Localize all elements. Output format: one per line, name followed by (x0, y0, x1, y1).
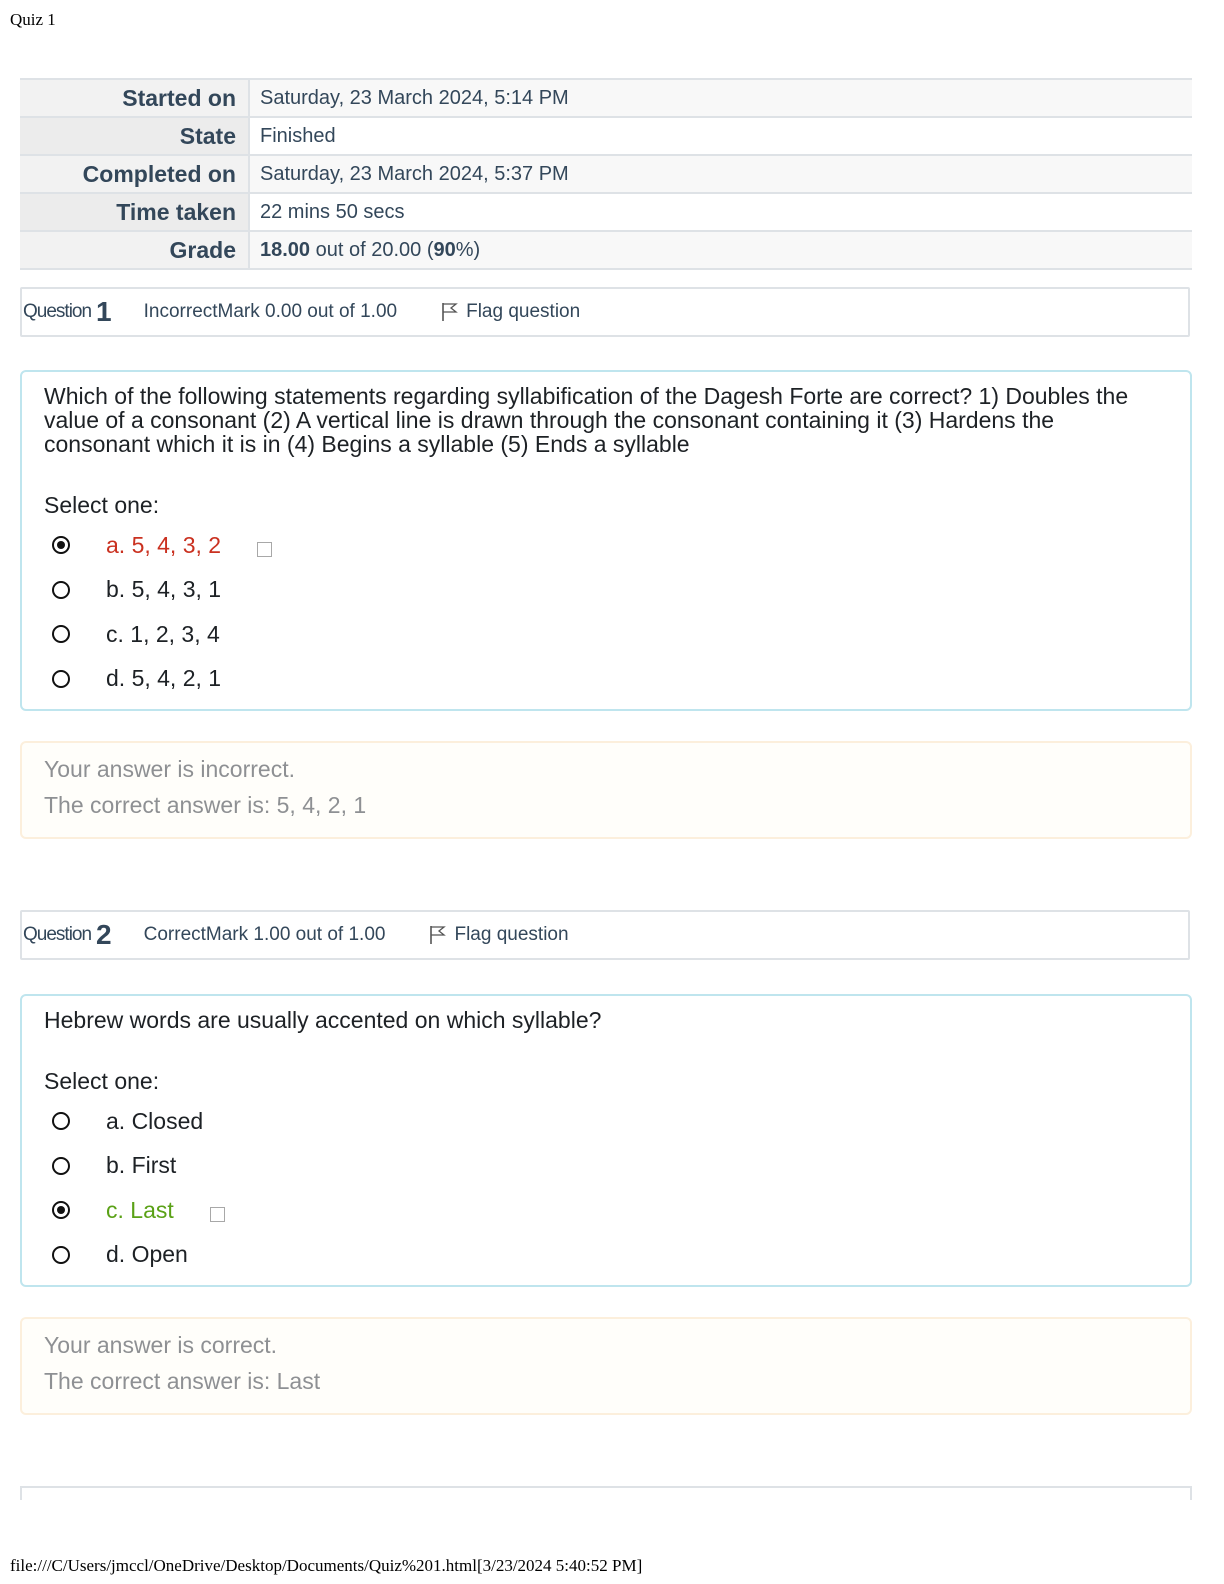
radio-icon[interactable] (52, 1157, 70, 1175)
answer-option-c[interactable] (52, 1188, 1190, 1233)
summary-value: 22 mins 50 secs (248, 194, 1192, 230)
radio-icon[interactable] (52, 1201, 70, 1219)
answer-text: d. Open (106, 1241, 188, 1268)
grade-end: %) (455, 239, 481, 261)
feedback-2 (20, 1317, 1192, 1415)
answer-option-b[interactable] (52, 1144, 1190, 1189)
answer-option-a[interactable] (52, 523, 1190, 568)
answer-option-c[interactable] (52, 612, 1190, 657)
radio-icon[interactable] (52, 1112, 70, 1130)
summary-label: Grade (20, 232, 248, 268)
question-info-2 (20, 910, 1190, 960)
summary-value (248, 232, 1192, 268)
summary-row-completed (20, 156, 1192, 194)
answer-text: d. 5, 4, 2, 1 (106, 665, 222, 692)
page-footer: file:///C/Users/jmccl/OneDrive/Desktop/Documents/Quiz%201.html[3/23/2024 5:40:52 PM] (10, 1556, 643, 1575)
answer-option-a[interactable] (52, 1099, 1190, 1144)
answer-text: a. 5, 4, 3, 2 (106, 531, 222, 558)
summary-value: Finished (248, 118, 1192, 154)
answer-list (52, 523, 1190, 701)
question-info-1 (20, 287, 1190, 337)
flag-question-label: Flag question (466, 301, 581, 322)
summary-label: Started on (20, 80, 248, 116)
summary-row-state (20, 118, 1192, 156)
feedback-correct-answer: The correct answer is: Last (44, 1368, 321, 1394)
flag-icon (429, 925, 447, 945)
feedback-result: Your answer is correct. (44, 1332, 278, 1358)
flag-question-button[interactable] (429, 924, 568, 946)
feedback-correct-answer: The correct answer is: 5, 4, 2, 1 (44, 792, 367, 818)
select-prompt: Select one: (44, 492, 160, 518)
radio-icon[interactable] (52, 670, 70, 688)
question-content-2 (20, 994, 1192, 1287)
radio-icon[interactable] (52, 581, 70, 599)
correct-mark-icon (210, 1207, 225, 1222)
summary-row-time (20, 194, 1192, 232)
summary-label: Time taken (20, 194, 248, 230)
question-info-3-partial (20, 1486, 1192, 1500)
question-state: IncorrectMark 0.00 out of 1.00 (143, 301, 398, 322)
page-header: Quiz 1 (10, 10, 56, 29)
answer-list (52, 1099, 1190, 1277)
question-state: CorrectMark 1.00 out of 1.00 (143, 924, 386, 945)
summary-row-started (20, 80, 1192, 118)
answer-text: b. First (106, 1152, 177, 1179)
grade-score: 18.00 (260, 239, 311, 261)
attempt-summary-table (20, 78, 1192, 270)
question-label: Question (23, 924, 92, 945)
feedback-result: Your answer is incorrect. (44, 756, 295, 782)
grade-percent: 90 (433, 239, 456, 261)
feedback-1 (20, 741, 1192, 839)
flag-question-label: Flag question (454, 924, 569, 945)
question-label: Question (23, 301, 92, 322)
answer-text: b. 5, 4, 3, 1 (106, 576, 222, 603)
summary-value: Saturday, 23 March 2024, 5:14 PM (248, 80, 1192, 116)
question-number: 1 (96, 296, 112, 327)
summary-label: Completed on (20, 156, 248, 192)
select-prompt: Select one: (44, 1068, 160, 1094)
grade-mid: out of 20.00 ( (310, 239, 434, 261)
answer-text: c. 1, 2, 3, 4 (106, 620, 220, 647)
answer-text: a. Closed (106, 1107, 204, 1134)
question-text: Which of the following statements regarding syllabification of the Dagesh Forte are correct? 1) Doubles the value of a consonant (2) A vertical line is drawn through the consonant containing it (3) Hardens the consonant which it is in (4) Begins a syllable (5) Ends a syllable (44, 383, 1129, 457)
question-text: Hebrew words are usually accented on which syllable? (44, 1007, 602, 1033)
incorrect-mark-icon (257, 542, 272, 557)
question-number: 2 (96, 919, 112, 950)
radio-icon[interactable] (52, 625, 70, 643)
answer-option-d[interactable] (52, 657, 1190, 702)
summary-label: State (20, 118, 248, 154)
summary-row-grade (20, 232, 1192, 270)
flag-icon (441, 302, 459, 322)
radio-icon[interactable] (52, 1246, 70, 1264)
answer-option-b[interactable] (52, 568, 1190, 613)
flag-question-button[interactable] (441, 301, 580, 323)
radio-icon[interactable] (52, 536, 70, 554)
summary-value: Saturday, 23 March 2024, 5:37 PM (248, 156, 1192, 192)
question-content-1 (20, 370, 1192, 711)
answer-text: c. Last (106, 1196, 174, 1223)
answer-option-d[interactable] (52, 1233, 1190, 1278)
